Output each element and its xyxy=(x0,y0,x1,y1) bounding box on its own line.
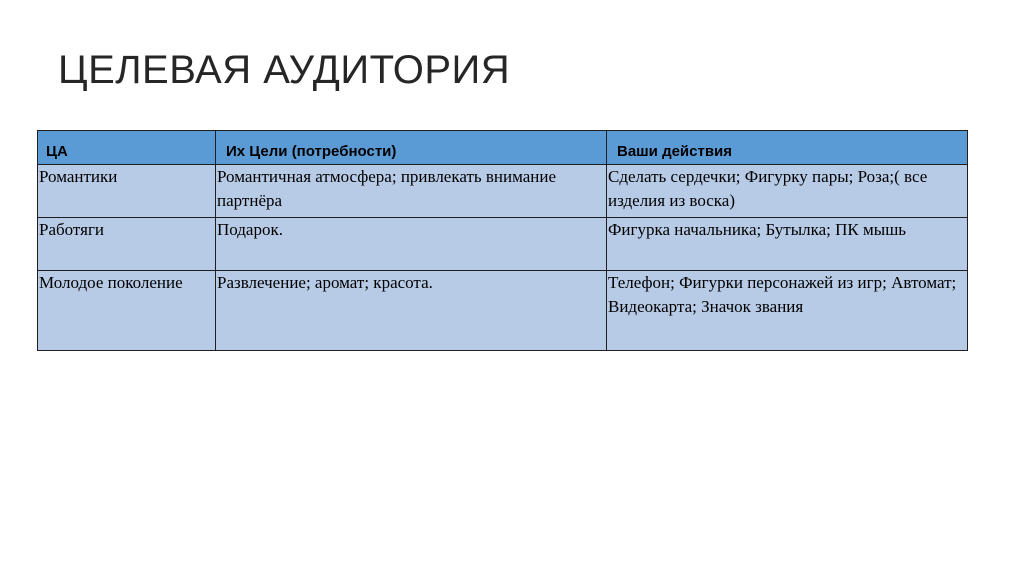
cell-goals: Развлечение; аромат; красота. xyxy=(216,271,607,351)
cell-audience: Романтики xyxy=(38,165,216,218)
cell-actions: Телефон; Фигурки персонажей из игр; Автомат; Видеокарта; Значок звания xyxy=(607,271,968,351)
slide-title: ЦЕЛЕВАЯ АУДИТОРИЯ xyxy=(58,48,511,92)
table-header-row xyxy=(38,131,968,165)
cell-goals: Подарок. xyxy=(216,218,607,271)
cell-audience: Молодое поколение xyxy=(38,271,216,351)
cell-goals: Романтичная атмосфера; привлекать внимание партнёра xyxy=(216,165,607,218)
header-cell-goals: Их Цели (потребности) xyxy=(216,131,607,165)
header-cell-actions: Ваши действия xyxy=(607,131,968,165)
table-row xyxy=(38,218,968,271)
cell-audience: Работяги xyxy=(38,218,216,271)
cell-actions: Сделать сердечки; Фигурку пары; Роза;( все изделия из воска) xyxy=(607,165,968,218)
table-row xyxy=(38,271,968,351)
header-cell-audience: ЦА xyxy=(38,131,216,165)
table-row xyxy=(38,165,968,218)
cell-actions: Фигурка начальника; Бутылка; ПК мышь xyxy=(607,218,968,271)
target-audience-table xyxy=(37,130,968,351)
